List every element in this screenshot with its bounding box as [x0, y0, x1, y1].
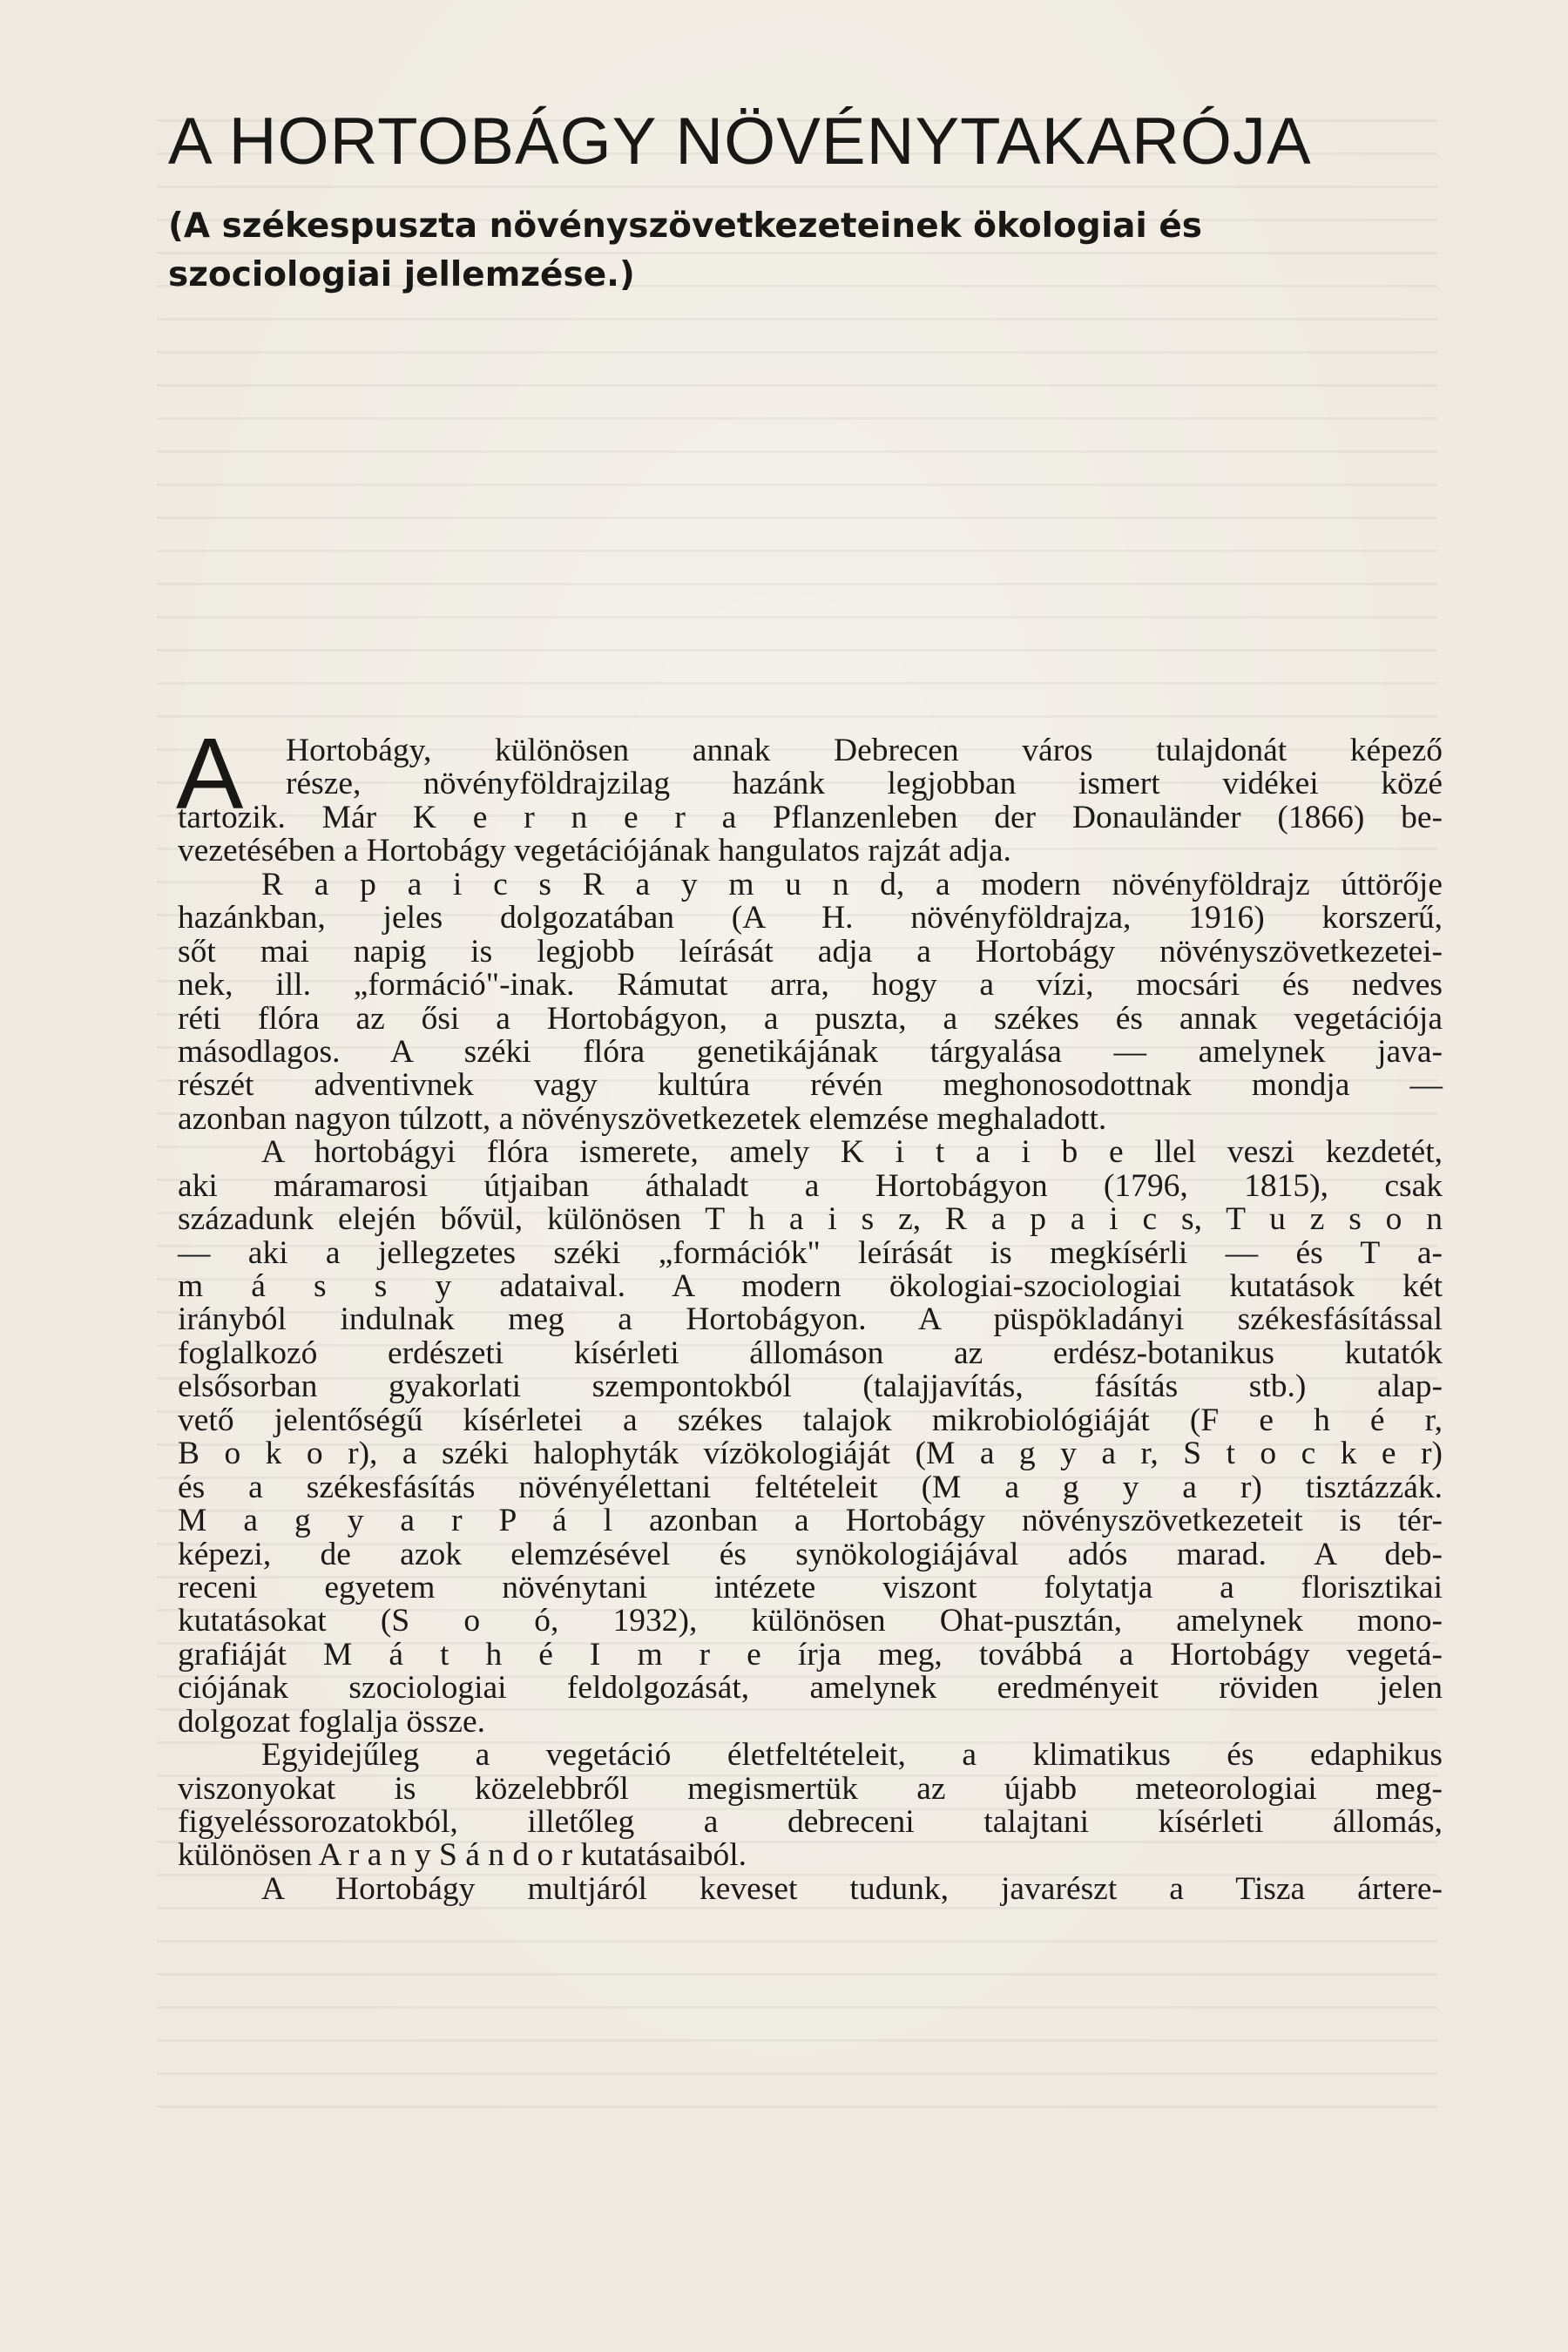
text-line: része, növényföldrajzilag hazánk legjobban ismert vidékei közé [286, 766, 1443, 802]
text-line: receni egyetem növénytani intézete viszont folytatja a florisztikai [178, 1569, 1443, 1605]
text-line: elsősorban gyakorlati szempontokból (talajjavítás, fásítás stb.) alap- [178, 1369, 1443, 1405]
subtitle-line: szociologiai jellemzése.) [168, 255, 635, 294]
text-line: és a székesfásítás növényélettani feltételeit (M a g y a r) tisztázzák. [178, 1469, 1443, 1505]
text-line: vető jelentőségű kísérletei a székes talajok mikrobiológiáját (F e h é r, [178, 1402, 1443, 1438]
text-line: nek, ill. „formáció"-inak. Rámutat arra, hogy a vízi, mocsári és nedves [178, 967, 1443, 1004]
text-line: m á s s y adataival. A modern ökologiai-szociologiai kutatások két [178, 1268, 1443, 1304]
text-line: kutatásokat (S o ó, 1932), különösen Ohat-pusztán, amelynek mono- [178, 1603, 1443, 1639]
text-line: A hortobágyi flóra ismerete, amely K i t a i b e llel veszi kezdetét, [261, 1134, 1443, 1171]
text-line: foglalkozó erdészeti kísérleti állomáson az erdész-botanikus kutatók [178, 1335, 1443, 1371]
drop-cap: A [176, 717, 244, 830]
text-line: azonban nagyon túlzott, a növényszövetkezetek elemzése meghaladott. [178, 1100, 1107, 1137]
text-line: A Hortobágy multjáról keveset tudunk, javarészt a Tisza ártere- [261, 1870, 1443, 1907]
text-line: különösen A r a n y S á n d o r kutatásaiból. [178, 1837, 747, 1874]
text-line: hazánkban, jeles dolgozatában (A H. növényföldrajza, 1916) korszerű, [178, 900, 1443, 936]
text-line: Hortobágy, különösen annak Debrecen város tulajdonát képező [286, 733, 1443, 768]
text-line: B o k o r), a széki halophyták vízökologiáját (M a g y a r, S t o c k e r) [178, 1436, 1443, 1472]
text-line: viszonyokat is közelebbről megismertük az újabb meteorologiai meg- [178, 1770, 1443, 1807]
text-line: részét adventivnek vagy kultúra révén meghonosodottnak mondja — [178, 1067, 1443, 1104]
text-line: tartozik. Már K e r n e r a Pflanzenleben der Donauländer (1866) be- [178, 799, 1443, 835]
text-line: dolgozat foglalja össze. [178, 1703, 486, 1740]
body-text [178, 734, 1443, 1906]
text-line: grafiáját M á t h é I m r e írja meg, továbbá a Hortobágy vegetá- [178, 1636, 1443, 1673]
text-line: századunk elején bővül, különösen T h a i s z, R a p a i c s, T u z s o n [178, 1201, 1443, 1238]
text-line: réti flóra az ősi a Hortobágyon, a puszta, a székes és annak vegetációja [178, 1000, 1443, 1037]
text-line: Egyidejűleg a vegetáció életfeltételeit, a klimatikus és edaphikus [261, 1737, 1443, 1774]
text-line: másodlagos. A széki flóra genetikájának tárgyalása — amelynek java- [178, 1033, 1443, 1070]
text-line: képezi, de azok elemzésével és synökologiájával adós marad. A deb- [178, 1536, 1443, 1572]
text-line: — aki a jellegzetes széki „formációk" leírását is megkísérli — és T a- [178, 1234, 1443, 1271]
subtitle-line: (A székespuszta növényszövetkezeteinek ökologiai és [168, 206, 1203, 246]
page-title: A HORTOBÁGY NÖVÉNYTAKARÓJA [168, 105, 1312, 179]
text-line: vezetésében a Hortobágy vegetációjának hangulatos rajzát adja. [178, 833, 1011, 869]
text-line: M a g y a r P á l azonban a Hortobágy növényszövetkezeteit is tér- [178, 1503, 1443, 1539]
text-line: sőt mai napig is legjobb leírását adja a Hortobágy növényszövetkezetei- [178, 933, 1443, 970]
text-line: aki máramarosi útjaiban áthaladt a Hortobágyon (1796, 1815), csak [178, 1167, 1443, 1204]
text-line: irányból indulnak meg a Hortobágyon. A püspökladányi székesfásítással [178, 1301, 1443, 1338]
text-line: figyeléssorozatokból, illetőleg a debreceni talajtani kísérleti állomás, [178, 1804, 1443, 1840]
text-line: ciójának szociologiai feldolgozását, amelynek eredményeit röviden jelen [178, 1670, 1443, 1707]
page-subtitle [168, 202, 1431, 300]
text-line: R a p a i c s R a y m u n d, a modern növényföldrajz úttörője [261, 866, 1443, 902]
